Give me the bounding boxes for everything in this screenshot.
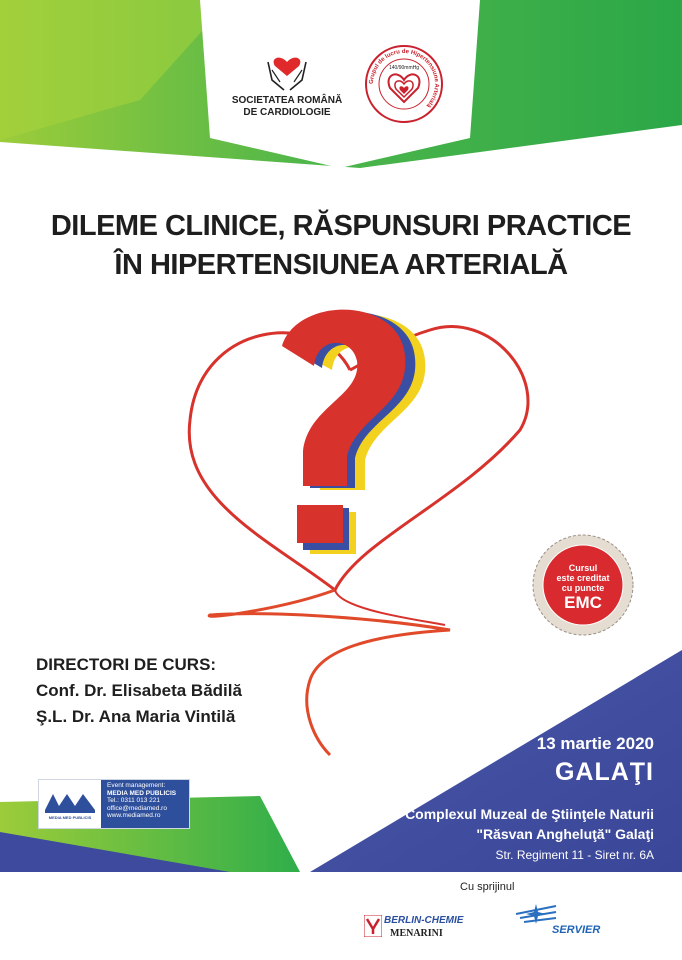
sponsors-label: Cu sprijinul <box>460 881 515 893</box>
org1-name-line2: DE CARDIOLOGIE <box>243 107 331 118</box>
org2-ring-text: Grupul de lucru de Hipertensiune Arterială <box>368 48 440 109</box>
organizer-line3: Tel.: 0311 013 221 <box>107 797 161 805</box>
organizer-line2: MEDIA MED PUBLICIS <box>107 789 177 797</box>
event-address: Str. Regiment 11 - Siret nr. 6A <box>495 848 654 862</box>
sponsor1-line2: MENARINI <box>390 928 443 939</box>
org1-name-line1: SOCIETATEA ROMÂNĂ <box>231 95 343 106</box>
event-venue-line1: Complexul Muzeal de Ştiinţele Naturii <box>405 806 654 822</box>
org1-name <box>224 95 350 119</box>
emc-line3: cu puncte <box>561 583 605 593</box>
sponsor2-name: SERVIER <box>552 924 601 936</box>
hypertension-group-logo <box>364 44 444 124</box>
question-mark-icon <box>282 310 425 554</box>
event-date: 13 martie 2020 <box>536 734 654 753</box>
director-1: Conf. Dr. Elisabeta Bădilă <box>36 681 242 700</box>
media-med-logo <box>39 780 101 828</box>
organizer-line1: Event management: <box>107 782 166 789</box>
organizer-line4: office@mediamed.ro <box>107 804 167 812</box>
event-venue-line2: "Răsvan Angheluţă" Galaţi <box>476 826 654 842</box>
berlin-chemie-logo-icon <box>364 915 382 937</box>
title-line2: ÎN HIPERTENSIUNEA ARTERIALĂ <box>114 249 568 281</box>
organizer-line5: www.mediamed.ro <box>107 812 161 820</box>
title-line1: DILEME CLINICE, RĂSPUNSURI PRACTICE <box>50 210 632 242</box>
hands-heart-icon <box>262 42 312 92</box>
media-med-logo-icon <box>39 780 101 828</box>
emc-line1: Cursul <box>568 563 598 573</box>
organizer-info <box>101 780 189 828</box>
directors-heading: DIRECTORI DE CURS: <box>36 655 217 674</box>
media-med-logo-text: MEDIA MED PUBLICIS <box>48 815 92 820</box>
event-city: GALAŢI <box>554 758 654 786</box>
emc-badge-text <box>548 563 618 613</box>
director-2: Ş.L. Dr. Ana Maria Vintilă <box>36 707 236 726</box>
organizer-box <box>38 779 190 829</box>
org2-center-text: 140/90mmHg <box>388 65 420 71</box>
emc-line4: EMC <box>564 593 602 612</box>
emc-line2: este creditat <box>556 573 610 583</box>
servier-logo-icon <box>512 902 560 926</box>
sponsor1-line1: BERLIN-CHEMIE <box>384 915 464 926</box>
